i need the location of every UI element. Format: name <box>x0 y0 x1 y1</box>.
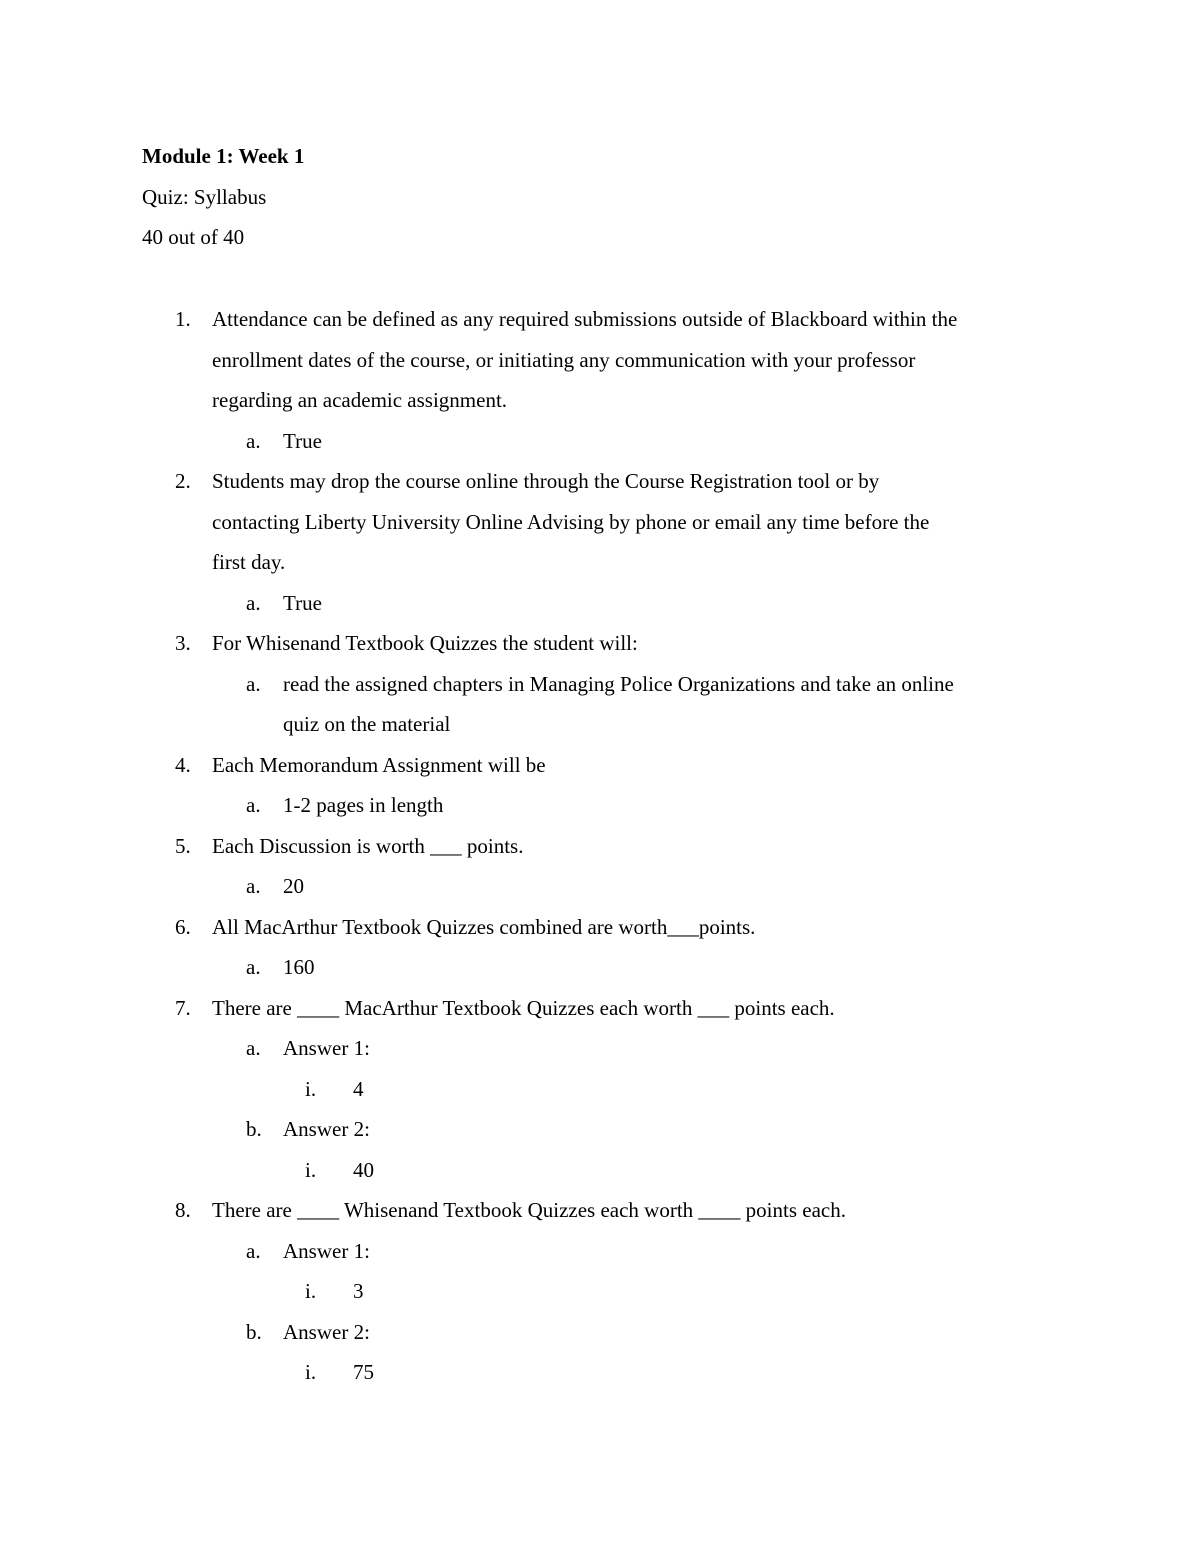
question-line <box>0 832 1200 873</box>
sub-answer-label: i. <box>305 1360 317 1384</box>
answer-line <box>0 953 1200 994</box>
question-number: 5. <box>175 833 191 858</box>
quiz-score: 40 out of 40 <box>142 225 245 249</box>
question-number: 8. <box>175 1198 191 1222</box>
answer-line <box>0 1115 1200 1156</box>
answer-text: Answer 2: <box>283 1319 370 1344</box>
question-number: 2. <box>175 469 191 493</box>
answer-label: a. <box>246 955 261 979</box>
question-text: regarding an academic assignment. <box>212 388 508 412</box>
answer-text: True <box>283 428 322 453</box>
sub-answer-line <box>0 1075 1200 1116</box>
answer-label: b. <box>246 1319 262 1344</box>
answer-text: 1-2 pages in length <box>283 793 444 817</box>
answer-label: b. <box>246 1117 262 1141</box>
question-line <box>0 548 1200 589</box>
question-list <box>0 305 1200 1399</box>
sub-answer-label: i. <box>305 1279 317 1303</box>
sub-answer-text: 3 <box>353 1279 364 1303</box>
sub-answer-text: 4 <box>353 1076 364 1101</box>
sub-answer-text: 40 <box>353 1157 374 1182</box>
answer-text: 20 <box>283 874 304 898</box>
answer-line <box>0 670 1200 711</box>
question-number: 4. <box>175 752 191 777</box>
question-line <box>0 305 1200 346</box>
question-text: Attendance can be defined as any required submissions outside of Blackboard within the <box>212 307 958 331</box>
sub-answer-line <box>0 1156 1200 1197</box>
sub-answer-label: i. <box>305 1076 317 1101</box>
document-header <box>142 143 304 265</box>
question-line <box>0 346 1200 387</box>
question-text: For Whisenand Textbook Quizzes the student will: <box>212 631 638 655</box>
module-title: Module 1: Week 1 <box>142 144 305 168</box>
answer-line <box>0 1318 1200 1359</box>
answer-line <box>0 1034 1200 1075</box>
question-text: enrollment dates of the course, or initiating any communication with your professor <box>212 347 916 372</box>
answer-text: read the assigned chapters in Managing Police Organizations and take an online <box>283 671 954 696</box>
answer-label: a. <box>246 590 261 615</box>
answer-line <box>0 710 1200 751</box>
answer-text: Answer 1: <box>283 1036 370 1060</box>
answer-label: a. <box>246 671 261 696</box>
answer-line <box>0 427 1200 468</box>
answer-text: Answer 2: <box>283 1117 370 1141</box>
answer-label: a. <box>246 428 261 453</box>
answer-line <box>0 791 1200 832</box>
answer-label: a. <box>246 1238 261 1263</box>
question-text: There are ____ Whisenand Textbook Quizzes each worth ____ points each. <box>212 1198 846 1222</box>
question-text: Each Memorandum Assignment will be <box>212 752 546 777</box>
question-line <box>0 508 1200 549</box>
question-number: 3. <box>175 631 191 655</box>
question-text: Each Discussion is worth ___ points. <box>212 833 524 858</box>
question-text: There are ____ MacArthur Textbook Quizzes each worth ___ points each. <box>212 995 835 1020</box>
question-number: 6. <box>175 914 191 939</box>
question-text: Students may drop the course online through the Course Registration tool or by <box>212 469 880 493</box>
answer-line <box>0 1237 1200 1278</box>
quiz-name: Quiz: Syllabus <box>142 184 267 209</box>
answer-text: Answer 1: <box>283 1238 370 1263</box>
sub-answer-line <box>0 1277 1200 1318</box>
question-line <box>0 994 1200 1035</box>
question-number: 7. <box>175 995 191 1020</box>
question-line <box>0 386 1200 427</box>
question-text: contacting Liberty University Online Advising by phone or email any time before the <box>212 509 930 534</box>
question-number: 1. <box>175 307 191 331</box>
question-line <box>0 467 1200 508</box>
question-line <box>0 629 1200 670</box>
question-text: first day. <box>212 550 286 574</box>
answer-text: quiz on the material <box>283 712 451 736</box>
answer-label: a. <box>246 793 261 817</box>
answer-label: a. <box>246 874 261 898</box>
answer-line <box>0 872 1200 913</box>
answer-label: a. <box>246 1036 261 1060</box>
question-line <box>0 1196 1200 1237</box>
answer-text: True <box>283 590 322 615</box>
sub-answer-label: i. <box>305 1157 317 1182</box>
question-line <box>0 913 1200 954</box>
question-line <box>0 751 1200 792</box>
question-text: All MacArthur Textbook Quizzes combined are worth___points. <box>212 914 756 939</box>
answer-line <box>0 589 1200 630</box>
sub-answer-text: 75 <box>353 1360 374 1384</box>
sub-answer-line <box>0 1358 1200 1399</box>
answer-text: 160 <box>283 955 315 979</box>
